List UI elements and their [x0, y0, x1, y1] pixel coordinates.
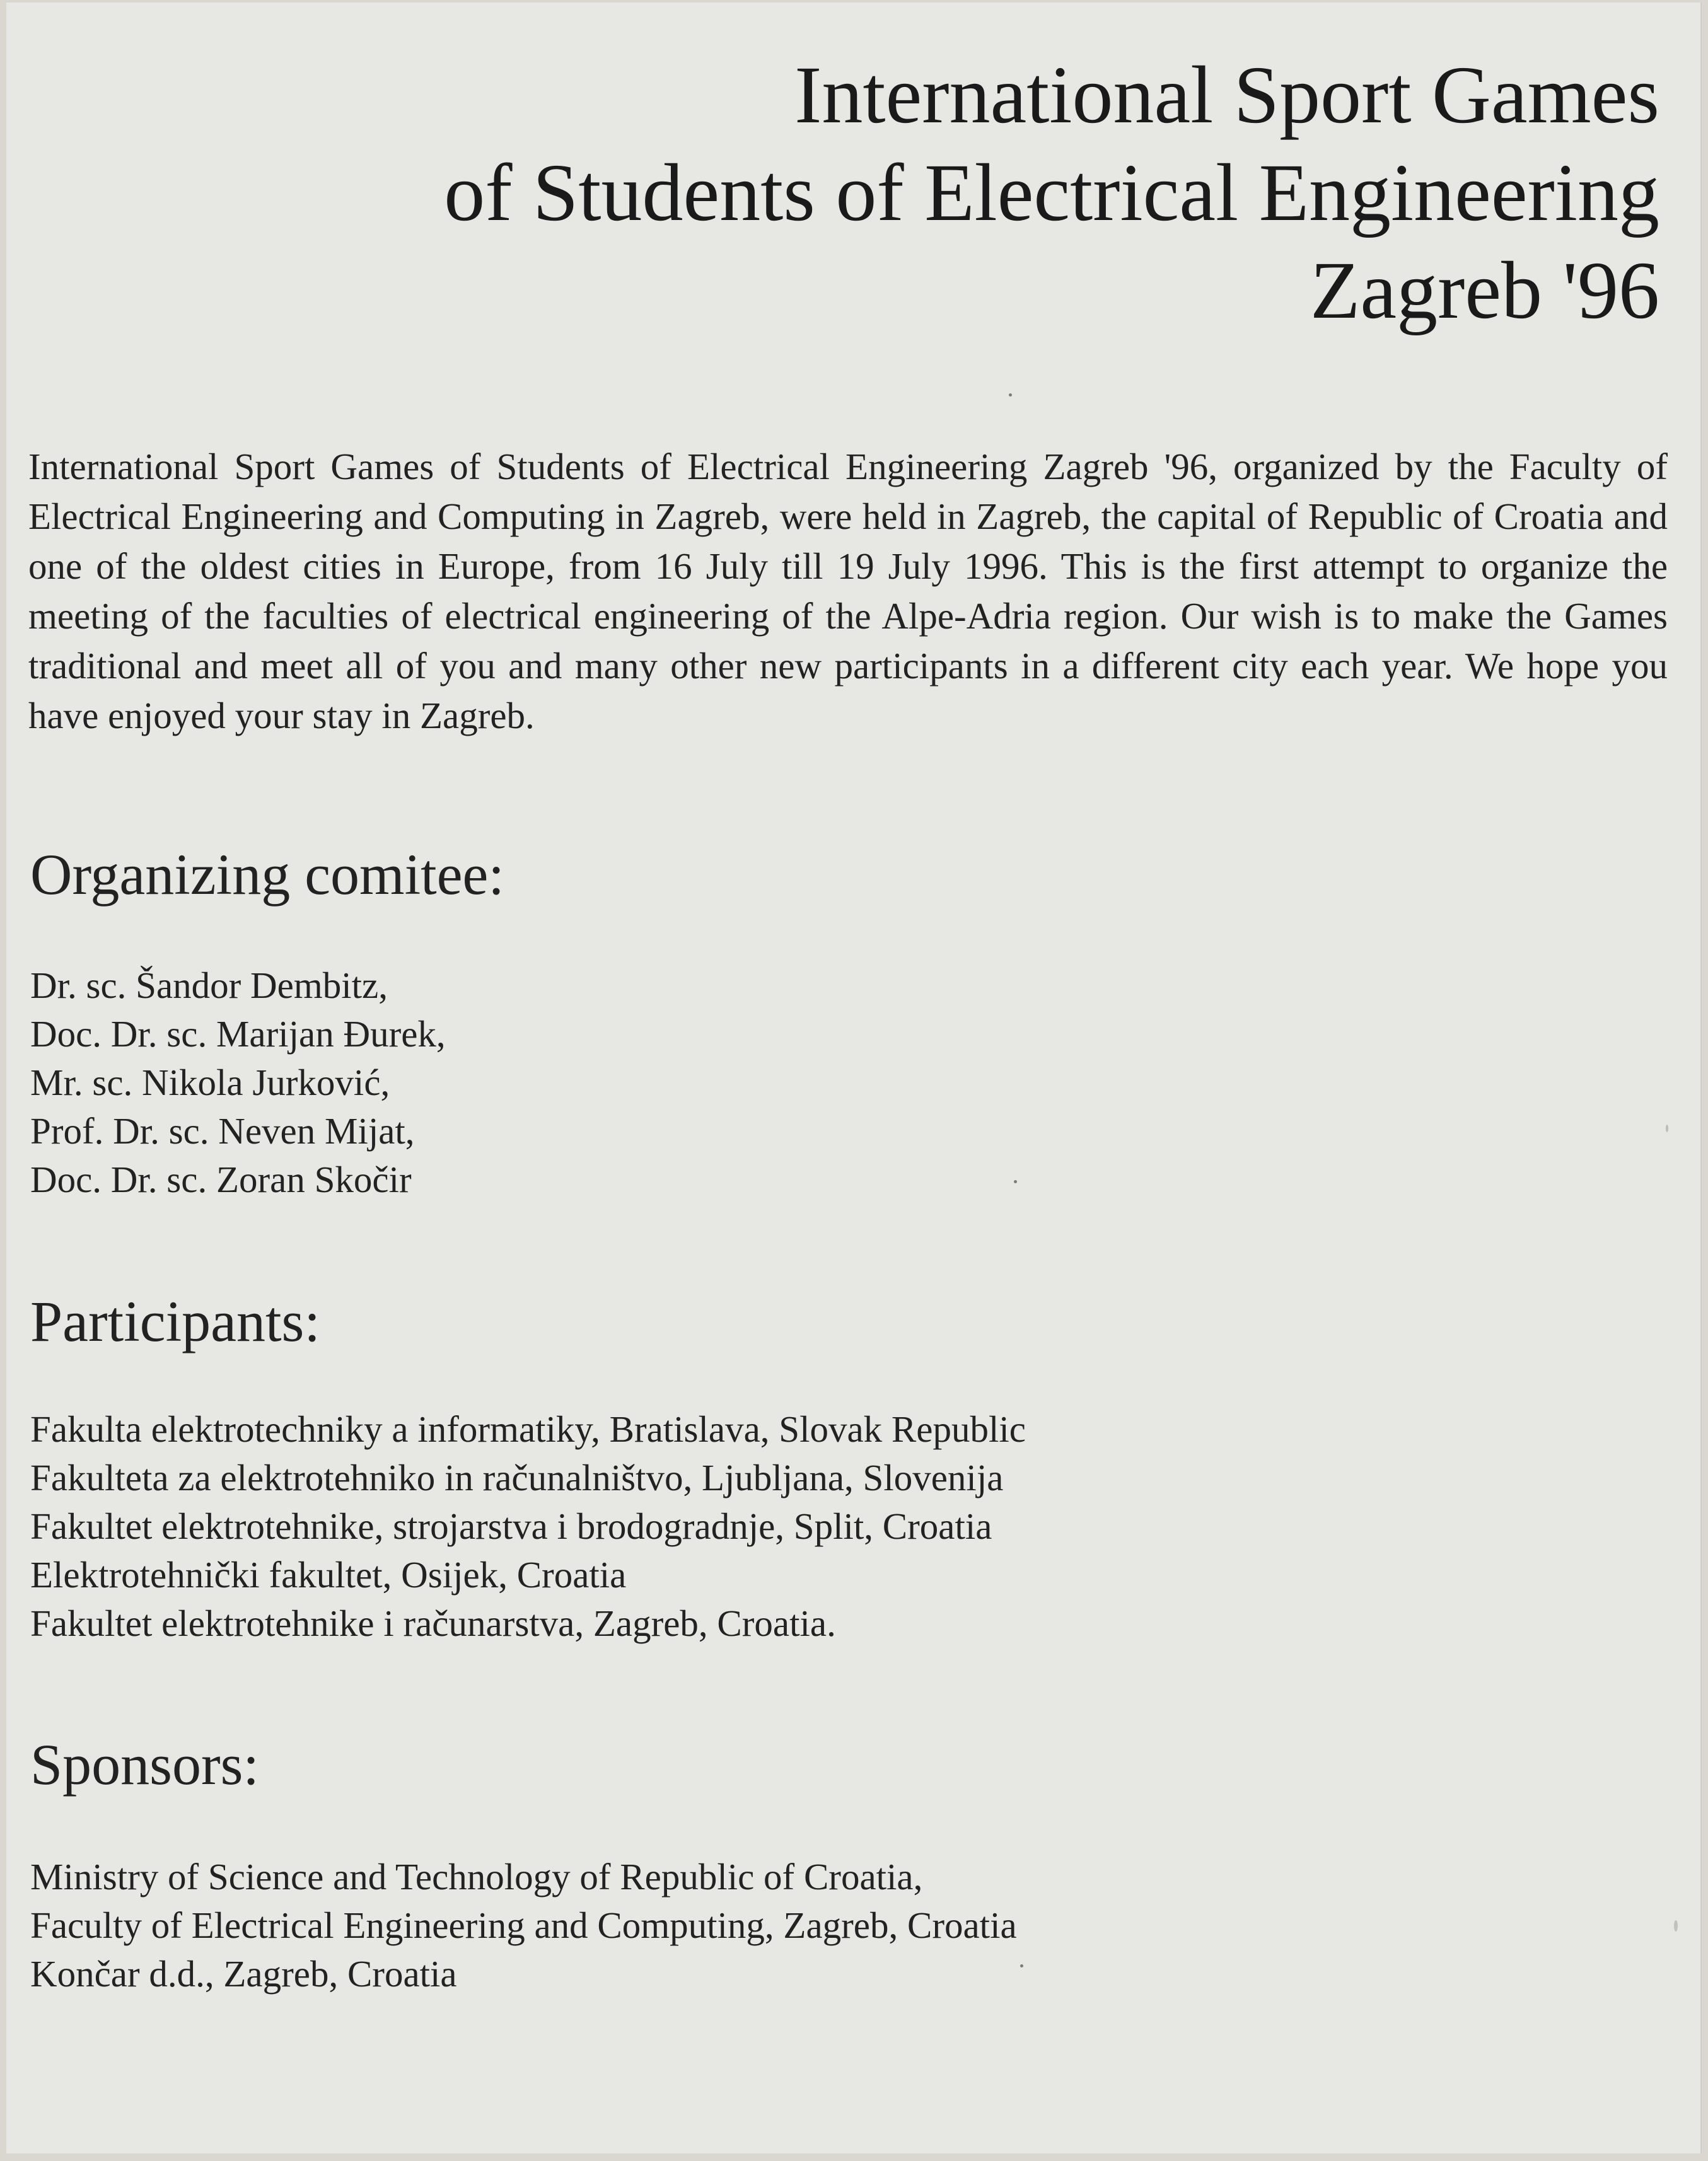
title-line-3: Zagreb '96	[1310, 245, 1659, 336]
document-page	[6, 3, 1702, 2153]
participant-item: Fakulteta za elektrotehniko in računalništvo, Ljubljana, Slovenija	[30, 1457, 1004, 1498]
participant-item: Fakultet elektrotehnike, strojarstva i brodogradnje, Split, Croatia	[30, 1505, 992, 1547]
paper-speck	[1666, 1125, 1668, 1132]
committee-member: Dr. sc. Šandor Dembitz,	[30, 965, 388, 1006]
paper-speck	[1674, 1920, 1678, 1932]
committee-member: Mr. sc. Nikola Jurković,	[30, 1062, 390, 1103]
document-title	[444, 47, 1659, 340]
paper-speck	[1014, 1180, 1017, 1183]
participants-list	[30, 1405, 1026, 1648]
committee-member: Doc. Dr. sc. Marijan Đurek,	[30, 1013, 446, 1055]
committee-member: Doc. Dr. sc. Zoran Skočir	[30, 1159, 412, 1200]
sponsor-item: Končar d.d., Zagreb, Croatia	[30, 1953, 457, 1995]
sponsor-item: Faculty of Electrical Engineering and Computing, Zagreb, Croatia	[30, 1904, 1017, 1946]
sponsor-item: Ministry of Science and Technology of Republic of Croatia,	[30, 1856, 923, 1897]
participant-item: Elektrotehnički fakultet, Osijek, Croatia	[30, 1554, 627, 1596]
intro-paragraph: International Sport Games of Students of Electrical Engineering Zagreb '96, organized by the Faculty of Electrical Engineering and Computing in Zagreb, were held in Zagreb, the capital of Republic of Croatia and one of the oldest cities in Europe, from 16 July till 19 July 1996. This is the first attempt to organize the meeting of the faculties of electrical engineering of the Alpe-Adria region. Our wish is to make the Games traditional and meet all of you and many other new participants in a different city each year. We hope you have enjoyed your stay in Zagreb.	[28, 446, 1668, 736]
paper-speck	[1009, 393, 1012, 397]
participants-heading: Participants:	[30, 1289, 320, 1353]
sponsors-list	[30, 1853, 1017, 1998]
participant-item: Fakultet elektrotehnike i računarstva, Zagreb, Croatia.	[30, 1602, 836, 1644]
organizing-committee-list	[30, 961, 446, 1204]
paper-speck	[1020, 1964, 1023, 1967]
title-line-2: of Students of Electrical Engineering	[444, 148, 1659, 238]
title-line-1: International Sport Games	[794, 50, 1659, 141]
organizing-committee-heading: Organizing comitee:	[30, 842, 504, 907]
sponsors-heading: Sponsors:	[30, 1732, 259, 1797]
committee-member: Prof. Dr. sc. Neven Mijat,	[30, 1110, 415, 1152]
participant-item: Fakulta elektrotechniky a informatiky, Bratislava, Slovak Republic	[30, 1408, 1026, 1450]
